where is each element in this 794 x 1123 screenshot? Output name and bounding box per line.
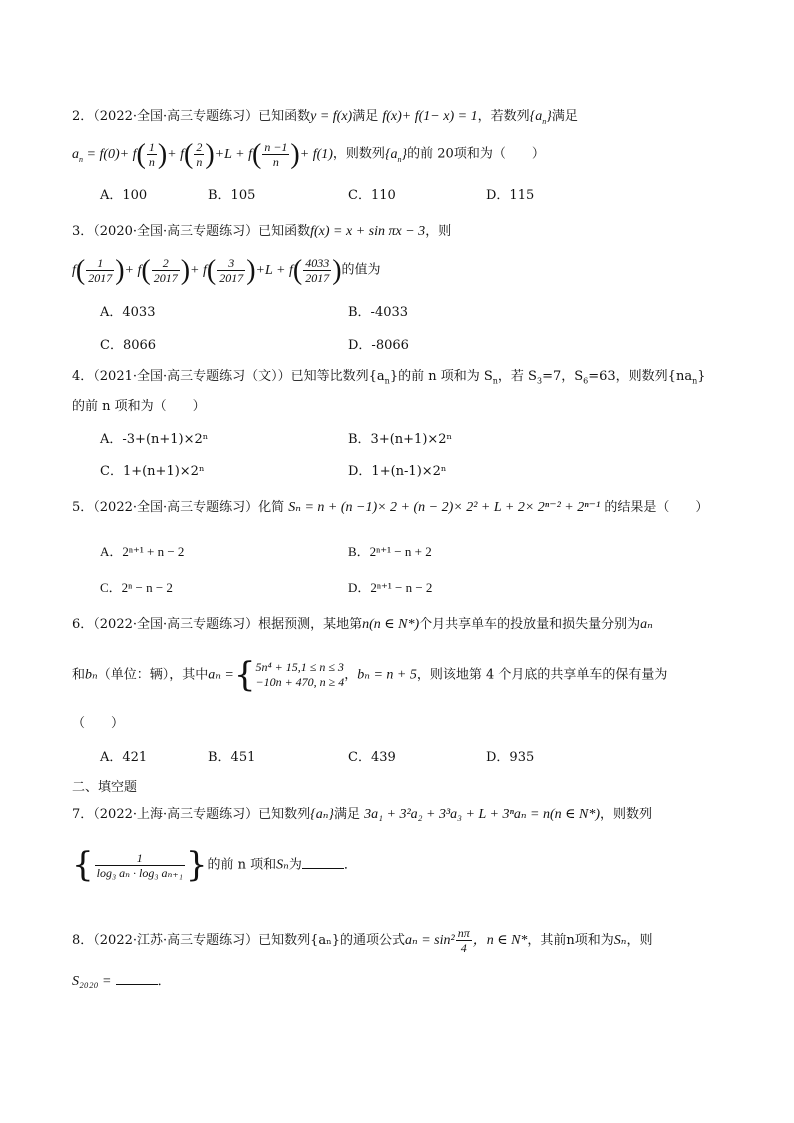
q7-line2: { $\frac{1}{\text{log₃ aₙ · log₃ aₙ₊₁}}$ }的前 n 项和Sₙ为 ． <box>72 845 357 885</box>
q2-tail: ，若数列 <box>477 109 530 124</box>
q3-frac-4: $\frac{4033}{2017}$ <box>305 256 330 285</box>
q7-seq: {aₙ} <box>310 807 334 822</box>
q4-line2: 的前 n 项和为（ ） <box>72 399 206 414</box>
q5-stem: 5．（2022·全国·高三专题练习）化简 <box>72 500 285 515</box>
q2-option-a: A．100 <box>100 188 148 203</box>
q4-option-c: C．1+(n+1)×2ⁿ <box>100 464 205 479</box>
q5-option-c: C．2ⁿ − n − 2 <box>100 580 173 595</box>
q3-option-b: B．-4033 <box>348 305 409 320</box>
q3-end: 的值为 <box>341 262 381 278</box>
q6-stem2: 个月共享单车的投放量和损失量分别为 <box>419 617 641 632</box>
q2-line2-tail: ，则数列 <box>332 146 385 162</box>
q4-option-d: D．1+(n-1)×2ⁿ <box>348 464 447 479</box>
q4-line1: 4．（2021·全国·高三专题练习（文））已知等比数列$\{a_n\}$的前 n 项和为 $S_n$，若 $S_3=7$，$S_6=63$，则数列$\{na_n\}$ <box>72 369 706 386</box>
q6-an-def: aₙ = <box>208 667 234 683</box>
q7-tail: ，则数列 <box>600 807 653 822</box>
q4-option-a: A．-3+(n+1)×2ⁿ <box>100 432 209 447</box>
q6-option-d: D．935 <box>486 750 535 765</box>
q7-frac: $\frac{1}{\text{log₃ aₙ · log₃ aₙ₊₁}}$ <box>96 850 183 880</box>
q7-line1 <box>72 806 652 824</box>
q2-question: 的前 20项和为（ ） <box>407 146 545 162</box>
q5-option-d: D．2ⁿ⁺¹ − n − 2 <box>348 580 433 595</box>
q2-line1 <box>72 108 578 131</box>
q5-expr: Sₙ = n + (n −1)× 2 + (n − 2)× 2² + L + 2× 2ⁿ⁻² + 2ⁿ⁻¹ <box>288 500 601 515</box>
q3-option-c: C．8066 <box>100 338 157 353</box>
q6-bn-def: bₙ = n + 5 <box>357 667 417 683</box>
q2-stem: 2．（2022·全国·高三专题练习）已知函数 <box>72 109 311 124</box>
q2-frac-3: $\frac{n -1}{n}$ <box>264 140 288 169</box>
q2-mid: 满足 <box>352 109 379 124</box>
q3-line1 <box>72 223 451 241</box>
q8-stem: 8．（2022·江苏·高三专题练习）已知数列{aₙ}的通项公式 <box>72 933 406 948</box>
q3-tail: ，则 <box>425 224 452 239</box>
q6-stem: 6．（2022·全国·高三专题练习）根据预测，某地第 <box>72 617 363 632</box>
q7-answer-blank[interactable] <box>302 856 344 869</box>
q8-line1: 8．（2022·江苏·高三专题练习）已知数列{aₙ}的通项公式aₙ = sin² $\frac{n\pi}{4}$ ，n ∈ N*，其前n项和为Sₙ，则 <box>72 926 653 955</box>
q2-option-b: B．105 <box>208 188 256 203</box>
q2-seq: $\{a_n\}$ <box>529 109 552 126</box>
q3-frac-1: $\frac{1}{2017}$ <box>88 256 113 285</box>
q2-func: y = f(x) <box>310 109 353 124</box>
q6-option-a: A．421 <box>100 750 148 765</box>
q3-frac-3: $\frac{3}{2017}$ <box>219 256 244 285</box>
q5-tail: 的结果是（ ） <box>604 500 709 515</box>
q2-tail2: 满足 <box>551 109 578 124</box>
q6-cond: n(n ∈ N*) <box>362 617 420 632</box>
q6-an: aₙ <box>640 617 653 632</box>
q2-condition: f(x)+ f(1− x) = 1 <box>382 109 478 124</box>
q7-stem: 7．（2022·上海·高三专题练习）已知数列 <box>72 807 311 822</box>
q6-option-c: C．439 <box>348 750 396 765</box>
q3-func: f(x) = x + sin πx − 3 <box>310 224 426 239</box>
q5-option-b: B．2ⁿ⁺¹ − n + 2 <box>348 544 432 559</box>
q2-option-c: C．110 <box>348 188 396 203</box>
q8-line2: S₂₀₂₀ = ． <box>72 974 171 989</box>
q4-option-b: B．3+(n+1)×2ⁿ <box>348 432 453 447</box>
q8-s2020: S₂₀₂₀ = <box>72 974 112 989</box>
q2-an-expr: $a_n = f(0)+ f$( $\frac{1}{n}$ )+ f( $\frac{2}{n}$ )+L + f( $\frac{n -1}{n}$ )+ f(1) <box>72 138 333 170</box>
q6-cases: 5n⁴ + 15,1 ≤ n ≤ 3 −10n + 470, n ≥ 4 <box>255 660 345 689</box>
q8-sn: Sₙ <box>613 933 627 948</box>
q6-line2: 和bₙ（单位：辆），其中aₙ ={ 5n⁴ + 15,1 ≤ n ≤ 3 −10n + 470, n ≥ 4 ，bₙ = n + 5，则该地第 4 个月底的共享单车的保有量为 <box>72 655 668 695</box>
q3-option-a: A．4033 <box>100 305 156 320</box>
q7-mid: 满足 <box>334 807 361 822</box>
q2-line2 <box>72 140 545 174</box>
q3-sum-expr: f( $\frac{1}{2017}$ )+ f( $\frac{2}{2017}$ )+ f( $\frac{3}{2017}$ )+L + f( $\frac{4033}{2017}$ ) <box>72 254 342 286</box>
q3-option-d: D．-8066 <box>348 338 409 353</box>
q2-seq-2: $\{a_n\}$ <box>384 146 408 164</box>
q7-sn: Sₙ <box>276 857 289 873</box>
q5-line1 <box>72 499 708 517</box>
q3-line2 <box>72 256 381 292</box>
q2-frac-2: $\frac{2}{n}$ <box>196 140 203 169</box>
q3-stem: 3．（2020·全国·高三专题练习）已知函数 <box>72 224 311 239</box>
q8-frac: $\frac{n\pi}{4}$ <box>457 926 470 955</box>
q7-expr: 3a₁ + 3²a₂ + 3³a₃ + L + 3ⁿaₙ = n(n ∈ N*) <box>364 807 601 822</box>
q6-option-b: B．451 <box>208 750 256 765</box>
section-header-fill-in: 二、填空题 <box>72 780 138 795</box>
q3-frac-2: $\frac{2}{2017}$ <box>153 256 178 285</box>
q6-line1 <box>72 616 653 634</box>
q2-frac-1: $\frac{1}{n}$ <box>148 140 155 169</box>
q6-bn: bₙ <box>85 667 98 683</box>
q5-option-a: A．2ⁿ⁺¹ + n − 2 <box>100 544 185 559</box>
q6-line3: （ ） <box>72 716 125 731</box>
q8-expr: aₙ = sin² <box>405 933 455 948</box>
q8-answer-blank[interactable] <box>116 972 158 985</box>
q6-brace: { <box>233 655 256 695</box>
q2-option-d: D．115 <box>486 188 535 203</box>
